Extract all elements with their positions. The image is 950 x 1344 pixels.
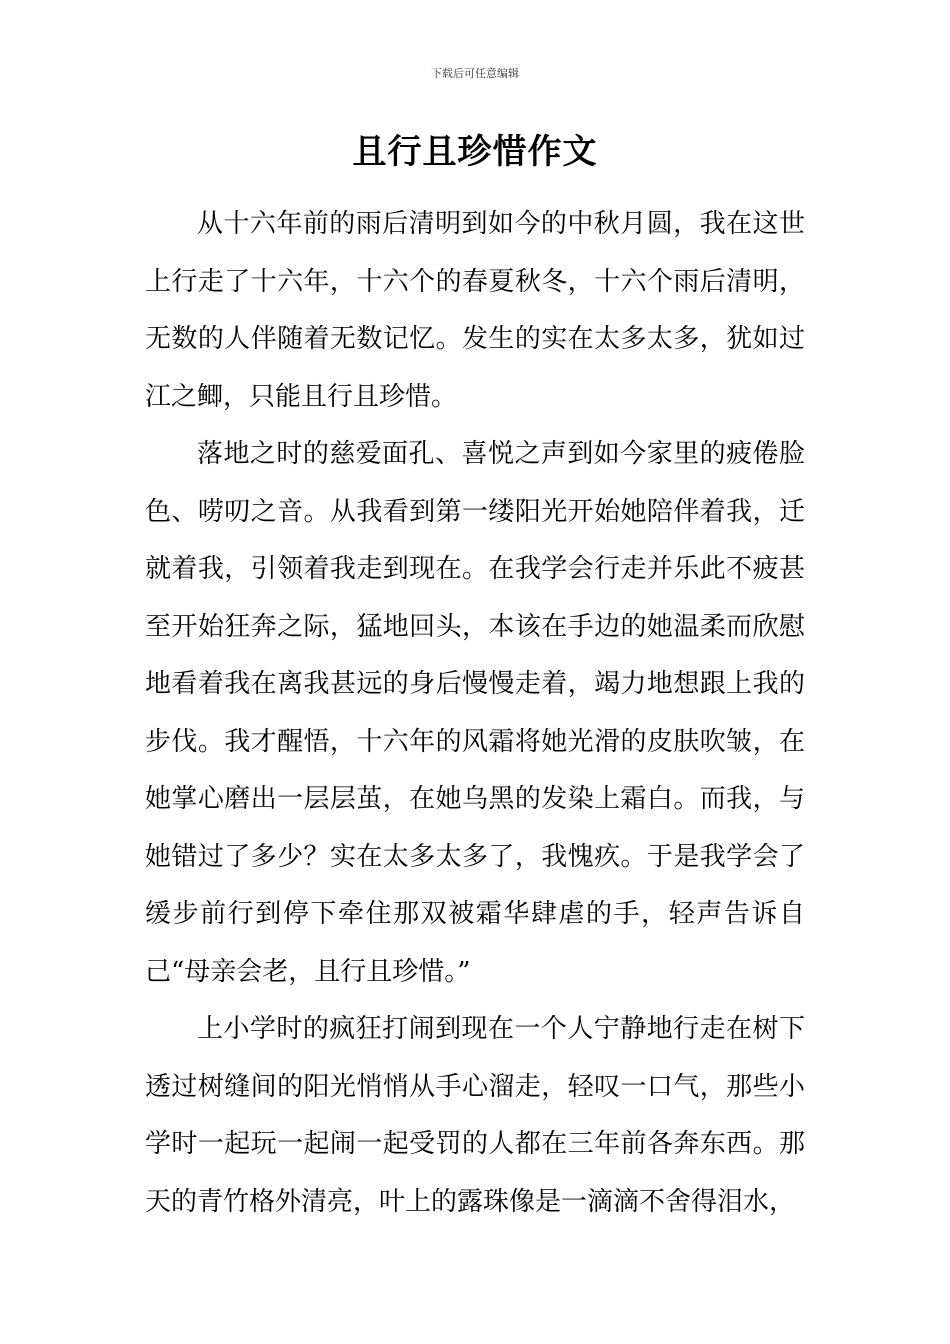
paragraph-3: 上小学时的疯狂打闹到现在一个人宁静地行走在树下透过树缝间的阳光悄悄从手心溜走，轻叹一口气，那些小学时一起玩一起闹一起受罚的人都在三年前各奔东西。那天的青竹格外清亮，叶上的露珠像是一滴滴不舍得泪水， xyxy=(145,1014,805,1217)
document-body xyxy=(145,196,805,1231)
paragraph-1: 从十六年前的雨后清明到如今的中秋月圆，我在这世上行走了十六年，十六个的春夏秋冬，十六个雨后清明，无数的人伴随着无数记忆。发生的实在太多太多，犹如过江之鲫，只能且行且珍惜。 xyxy=(145,209,805,412)
paragraph-2: 落地之时的慈爱面孔、喜悦之声到如今家里的疲倦脸色、唠叨之音。从我看到第一缕阳光开始她陪伴着我，迁就着我，引领着我走到现在。在我学会行走并乐此不疲甚至开始狂奔之际，猛地回头，本该在手边的她温柔而欣慰地看着我在离我甚远的身后慢慢走着，竭力地想跟上我的步伐。我才醒悟，十六年的风霜将她光滑的皮肤吹皱，在她掌心磨出一层层茧，在她乌黑的发染上霜白。而我，与她错过了多少？实在太多太多了，我愧疚。于是我学会了缓步前行到停下牵住那双被霜华肆虐的手，轻声告诉自己“母亲会老，且行且珍惜。” xyxy=(145,439,805,987)
document-title: 且行且珍惜作文 xyxy=(352,132,598,172)
page-header: 下载后可任意编辑 xyxy=(431,67,519,80)
